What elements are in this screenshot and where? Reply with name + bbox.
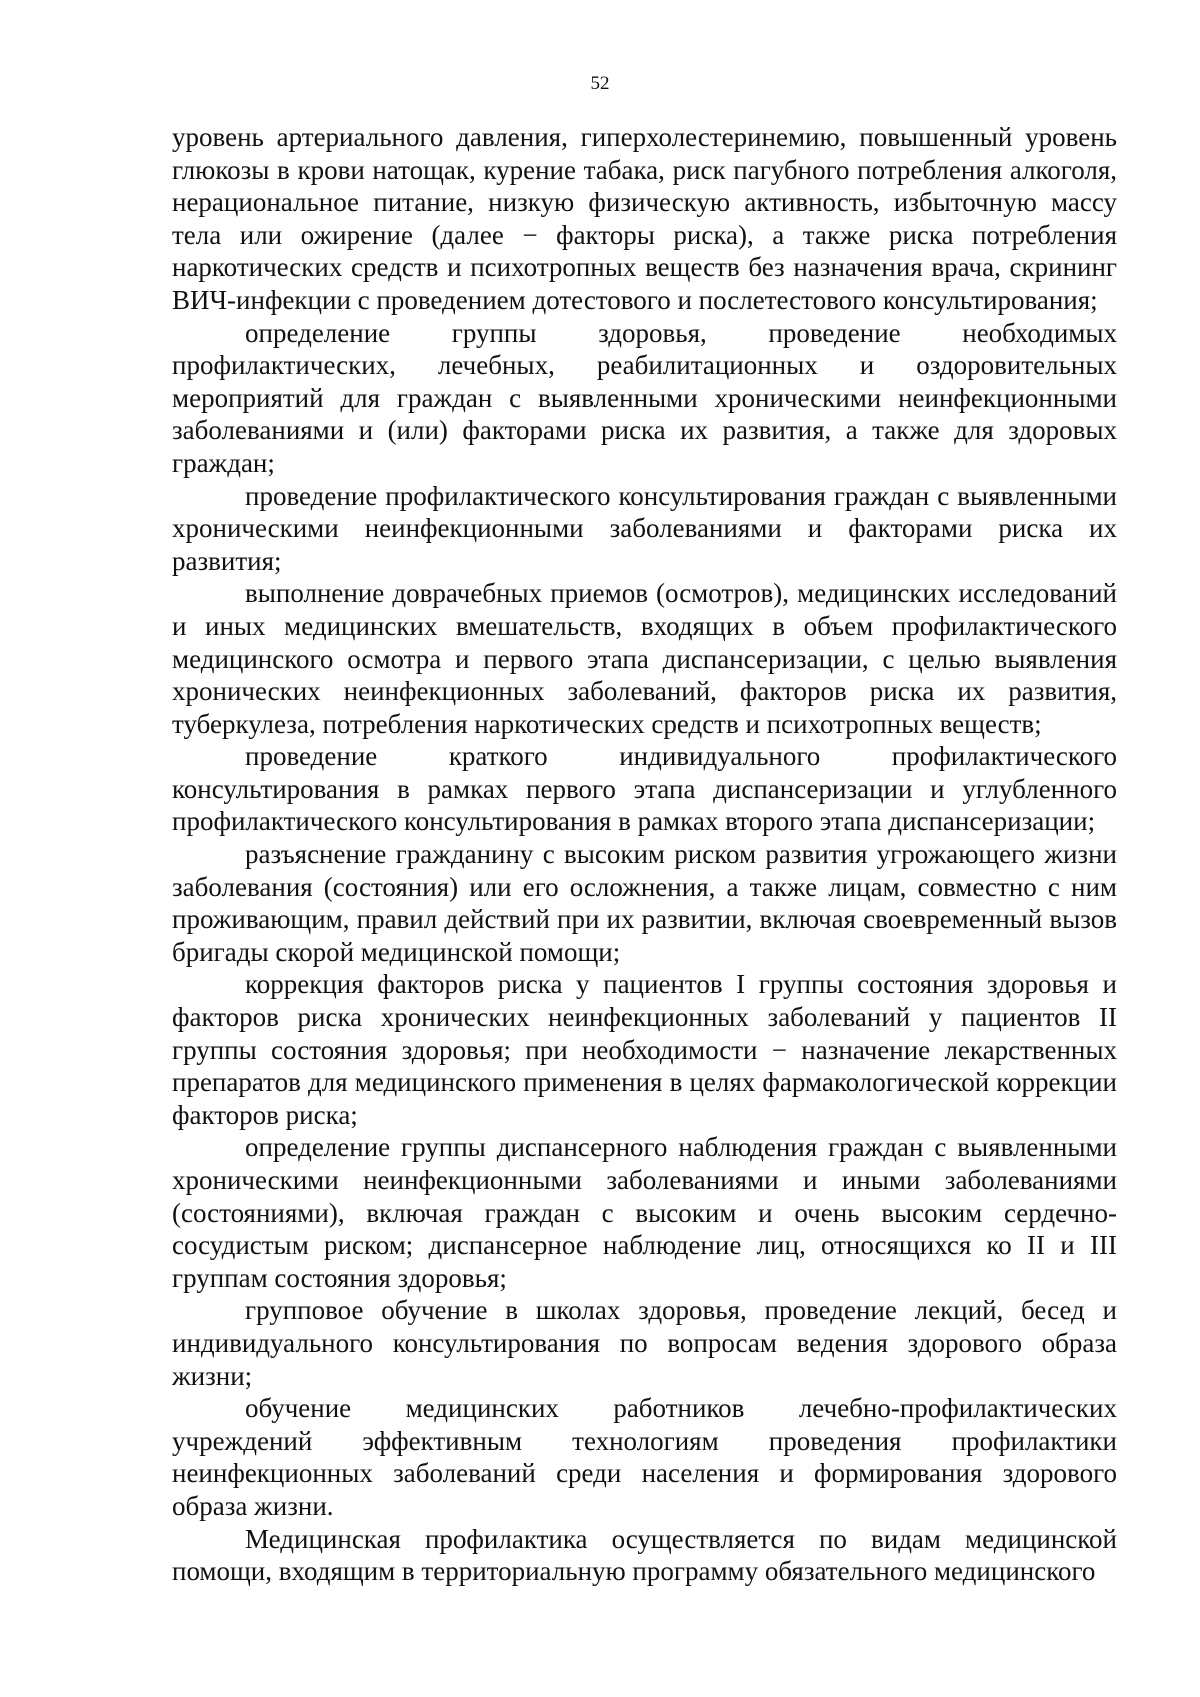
paragraph-risk-correction: коррекция факторов риска у пациентов I группы состояния здоровья и факторов риска хронических неинфекционных заболеваний у пациентов II группы состояния здоровья; при необходимости − назначение лекарственных препаратов для медицинского применения в целях фармакологической коррекции факторов риска; <box>172 969 1117 1130</box>
paragraph-preventive-counseling: проведение профилактического консультирования граждан с выявленными хроническими неинфекционными заболеваниями и факторами риска их развития; <box>172 480 1117 576</box>
paragraph-medical-prevention: Медицинская профилактика осуществляется по видам медицинской помощи, входящим в территориальную программу обязательного медицинского <box>172 1523 1117 1587</box>
paragraph-health-schools: групповое обучение в школах здоровья, проведение лекций, бесед и индивидуального консультирования по вопросам ведения здорового образа жизни; <box>172 1295 1117 1391</box>
paragraph-pre-medical-examinations: выполнение доврачебных приемов (осмотров), медицинских исследований и иных медицинских вмешательств, входящих в объем профилактического медицинского осмотра и первого этапа диспансеризации, с целью выявления хронических неинфекционных заболеваний, факторов риска их развития, туберкулеза, потребления наркотических средств и психотропных веществ; <box>172 578 1117 739</box>
document-body <box>172 121 1117 1588</box>
paragraph-risk-factors: уровень артериального давления, гиперхолестеринемию, повышенный уровень глюкозы в крови натощак, курение табака, риск пагубного потребления алкоголя, нерациональное питание, низкую физическую активность, избыточную массу тела или ожирение (далее − факторы риска), а также риска потребления наркотических средств и психотропных веществ без назначения врача, скрининг ВИЧ-инфекции с проведением дотестового и послетестового консультирования; <box>172 122 1117 315</box>
paragraph-health-group: определение группы здоровья, проведение необходимых профилактических, лечебных, реабилитационных и оздоровительных мероприятий для граждан с выявленными хроническими неинфекционными заболеваниями и (или) факторами риска их развития, а также для здоровых граждан; <box>172 317 1117 478</box>
paragraph-staff-training: обучение медицинских работников лечебно-профилактических учреждений эффективным технологиям проведения профилактики неинфекционных заболеваний среди населения и формирования здорового образа жизни. <box>172 1393 1117 1521</box>
paragraph-high-risk-explanation: разъяснение гражданину с высоким риском развития угрожающего жизни заболевания (состояния) или его осложнения, а также лицам, совместно с ним проживающим, правил действий при их развитии, включая своевременный вызов бригады скорой медицинской помощи; <box>172 839 1117 967</box>
page-number: 52 <box>590 73 610 94</box>
paragraph-brief-counseling: проведение краткого индивидуального профилактического консультирования в рамках первого этапа диспансеризации и углубленного профилактического консультирования в рамках второго этапа диспансеризации; <box>172 741 1117 837</box>
paragraph-dispensary-observation: определение группы диспансерного наблюдения граждан с выявленными хроническими неинфекционными заболеваниями и иными заболеваниями (состояниями), включая граждан с высоким и очень высоким сердечно-сосудистым риском; диспансерное наблюдение лиц, относящихся ко II и III группам состояния здоровья; <box>172 1132 1117 1293</box>
